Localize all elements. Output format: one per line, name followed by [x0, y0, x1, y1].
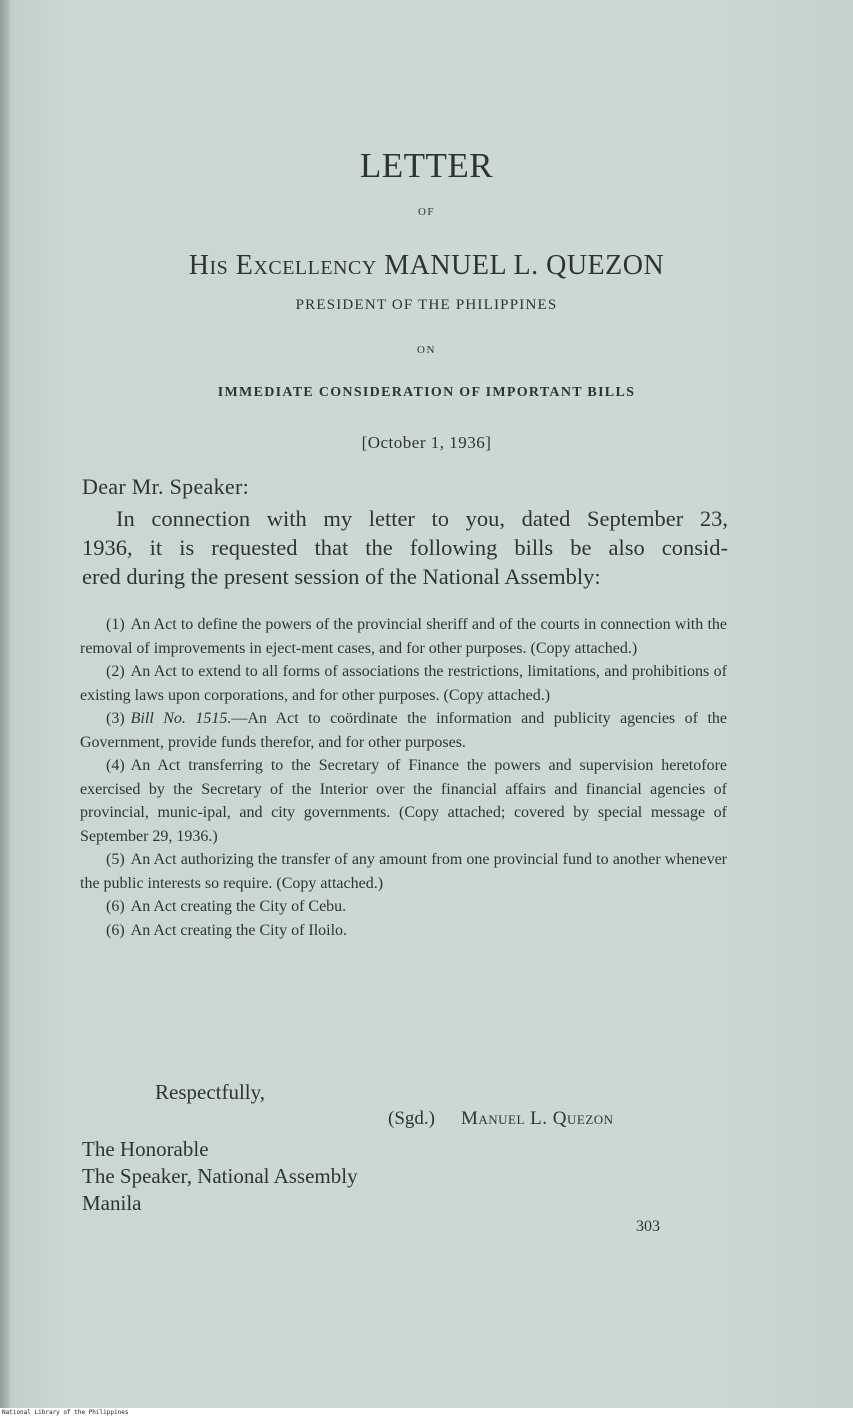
- letter-date: [October 1, 1936]: [361, 433, 492, 452]
- closing: Respectfully,: [155, 1080, 266, 1104]
- bill-text: An Act to define the powers of the provincial sheriff and of the courts in connection with the removal of improvements in eject-ment cases, and for other purposes. (Copy attached.): [80, 616, 727, 657]
- bill-item: [80, 848, 727, 895]
- addressee-line: The Honorable: [82, 1137, 209, 1161]
- connector-on: ON: [417, 344, 436, 356]
- intro-paragraph: [82, 504, 728, 591]
- document-title: LETTER: [359, 146, 494, 185]
- bill-item: [80, 919, 727, 943]
- bill-number: (1): [106, 616, 125, 633]
- bill-number: (3): [106, 710, 125, 727]
- bill-number: (2): [106, 663, 125, 680]
- bill-text: An Act authorizing the transfer of any amount from one provincial fund to another whenever the public interests so require. (Copy attached.): [80, 851, 727, 892]
- library-credit: National Library of the Philippines: [2, 1409, 129, 1416]
- bill-item: [80, 613, 727, 660]
- letter-subject: IMMEDIATE CONSIDERATION OF IMPORTANT BILLS: [217, 385, 636, 400]
- bill-text: —An Act to coördinate the information and publicity agencies of the Government, provide funds therefor, and for other purposes.: [80, 710, 728, 751]
- intro-line: 1936, it is requested that the following bills be also consid-: [82, 535, 728, 560]
- page-number: 303: [636, 1218, 660, 1235]
- author-name: MANUEL L. QUEZON: [384, 250, 665, 281]
- author-prefix: His Excellency: [188, 250, 377, 281]
- addressee-line: Manila: [82, 1191, 142, 1215]
- bill-number: (6): [106, 921, 125, 939]
- bill-number: (6): [106, 898, 125, 915]
- bill-item: [80, 660, 727, 707]
- bill-text: An Act creating the City of Iloilo.: [130, 921, 348, 939]
- bill-text: An Act to extend to all forms of associations the restrictions, limitations, and prohibitions of existing laws upon corporations, and for other purposes. (Copy attached.): [80, 663, 727, 704]
- bill-item: [80, 707, 727, 754]
- bill-list: [80, 613, 727, 942]
- bill-item: [80, 754, 727, 848]
- bill-number: (4): [106, 757, 125, 774]
- author-position: PRESIDENT OF THE PHILIPPINES: [295, 297, 558, 313]
- bill-item: [80, 895, 727, 919]
- bill-text: An Act transferring to the Secretary of Finance the powers and supervision heretofore exercised by the Secretary of the Interior over the financial affairs and financial agencies of provincial, munic-ipal, and city governments. (Copy attached; covered by special message of September 29, 1936.): [80, 757, 727, 845]
- signed-mark: (Sgd.): [388, 1108, 435, 1129]
- bill-text: An Act creating the City of Cebu.: [130, 898, 347, 915]
- bill-reference: Bill No. 1515.: [130, 710, 232, 727]
- addressee-line: The Speaker, National Assembly: [82, 1164, 358, 1188]
- bill-number: (5): [106, 851, 125, 868]
- salutation: Dear Mr. Speaker:: [82, 474, 249, 499]
- signatory-name: Manuel L. Quezon: [460, 1108, 614, 1129]
- addressee-block: [82, 1136, 358, 1217]
- intro-line: In connection with my letter to you, dated September 23,: [116, 506, 728, 531]
- connector-of: OF: [417, 206, 436, 218]
- signature-line: [388, 1108, 614, 1130]
- author-line: [0, 250, 853, 282]
- intro-line: ered during the present session of the National Assembly:: [82, 564, 601, 589]
